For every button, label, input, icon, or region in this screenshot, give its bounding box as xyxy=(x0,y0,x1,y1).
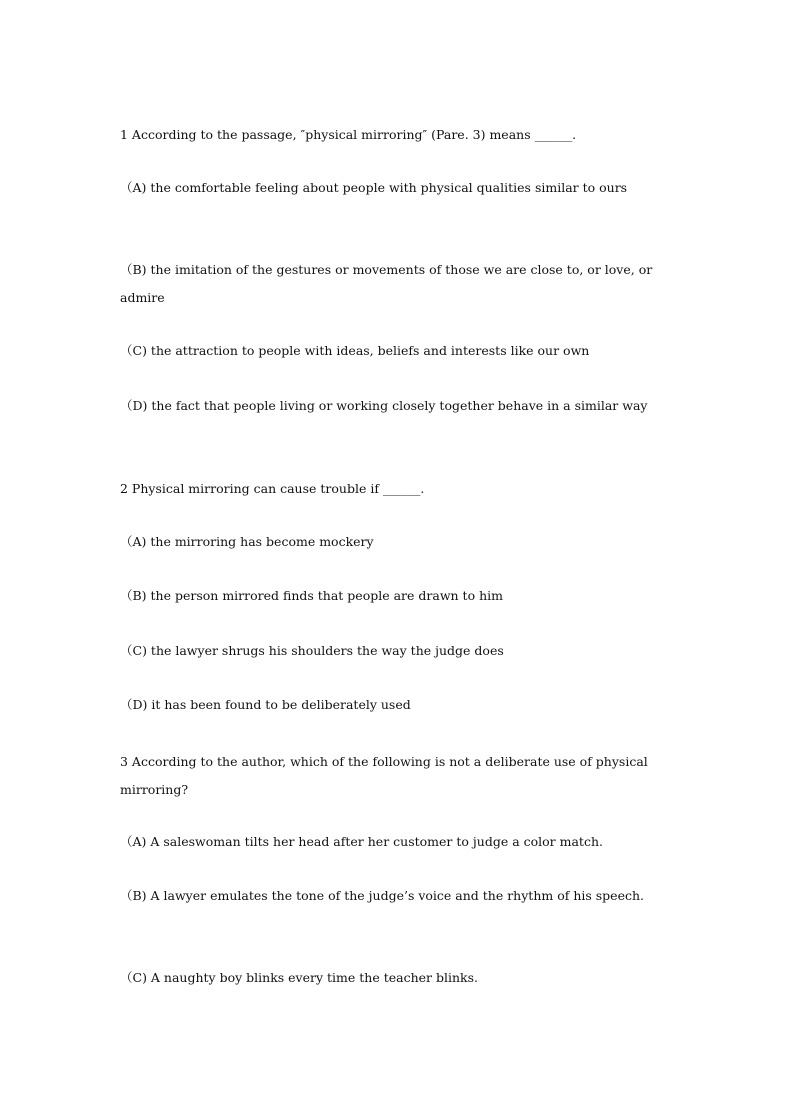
question-1-option-a: （A) the comfortable feeling about people with physical qualities similar to ours xyxy=(120,180,628,195)
question-3-stem: 3 According to the author, which of the following is not a deliberate use of physical mirroring? xyxy=(120,754,648,797)
question-3-option-b: （B) A lawyer emulates the tone of the judge’s voice and the rhythm of his speech. xyxy=(120,888,644,903)
question-2-option-d: （D) it has been found to be deliberately used xyxy=(120,697,411,712)
question-2-option-b: （B) the person mirrored finds that people are drawn to him xyxy=(120,588,503,603)
question-2-option-c: （C) the lawyer shrugs his shoulders the way the judge does xyxy=(120,643,504,658)
question-1-option-b: （B) the imitation of the gestures or movements of those we are close to, or love, or admire xyxy=(120,262,653,305)
question-1-stem: 1 According to the passage, ″physical mirroring″ (Pare. 3) means ______. xyxy=(120,127,577,142)
question-3-option-c: （C) A naughty boy blinks every time the teacher blinks. xyxy=(120,970,478,985)
question-2-stem: 2 Physical mirroring can cause trouble if ______. xyxy=(120,481,425,496)
question-1-option-c: （C) the attraction to people with ideas, beliefs and interests like our own xyxy=(120,343,590,358)
question-1-option-d: （D) the fact that people living or working closely together behave in a similar way xyxy=(120,398,648,413)
question-2-option-a: （A) the mirroring has become mockery xyxy=(120,534,374,549)
question-3-option-a: （A) A saleswoman tilts her head after her customer to judge a color match. xyxy=(120,834,603,849)
